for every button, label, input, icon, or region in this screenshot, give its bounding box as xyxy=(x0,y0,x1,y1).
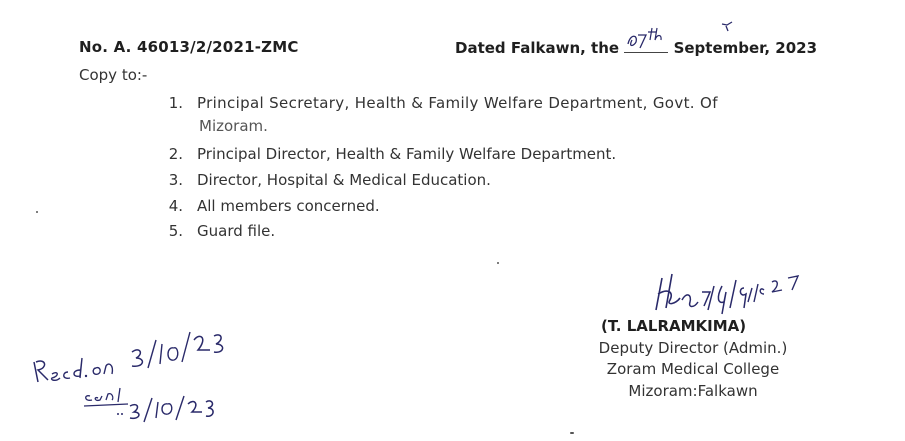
reference-number: No. A. 46013/2/2021-ZMC xyxy=(79,38,299,56)
copy-to-item-3 xyxy=(167,171,767,191)
handwritten-receipt-note xyxy=(28,318,243,430)
signatory-location: Mizoram:Falkawn xyxy=(628,382,758,400)
copy-to-label: Copy to:- xyxy=(79,66,148,84)
item-number: 2. xyxy=(168,145,183,163)
item-text: Principal Secretary, Health & Family Welfare Department, Govt. Of xyxy=(197,94,718,112)
date-day-blank xyxy=(624,38,668,53)
signatory-name: (T. LALRAMKIMA) xyxy=(601,317,747,335)
handwritten-day xyxy=(622,26,670,52)
copy-to-item-1 xyxy=(167,94,827,114)
scan-speck xyxy=(36,211,38,213)
dated-line xyxy=(455,38,817,57)
item-number: 3. xyxy=(168,171,183,189)
item-text: Guard file. xyxy=(197,222,276,240)
item-number: 1. xyxy=(168,94,183,112)
signatory-organization: Zoram Medical College xyxy=(606,360,780,378)
item-text: Principal Director, Health & Family Welfare Department. xyxy=(197,145,617,163)
scan-speck xyxy=(497,262,499,264)
scan-speck xyxy=(570,432,574,434)
copy-to-item-2 xyxy=(167,145,767,165)
item-number: 4. xyxy=(168,197,183,215)
dated-prefix: Dated Falkawn, the xyxy=(455,39,620,57)
item-text: Director, Hospital & Medical Education. xyxy=(197,171,491,189)
copy-to-item-1-continuation: Mizoram. xyxy=(199,117,268,135)
handwritten-signature xyxy=(648,258,828,320)
signatory-designation: Deputy Director (Admin.) xyxy=(598,339,788,357)
item-number: 5. xyxy=(168,222,183,240)
dated-suffix: September, 2023 xyxy=(673,39,818,57)
copy-to-item-5 xyxy=(167,222,767,242)
item-text: All members concerned. xyxy=(197,197,380,215)
copy-to-item-4 xyxy=(167,197,767,217)
handwritten-tick-mark xyxy=(720,20,734,34)
